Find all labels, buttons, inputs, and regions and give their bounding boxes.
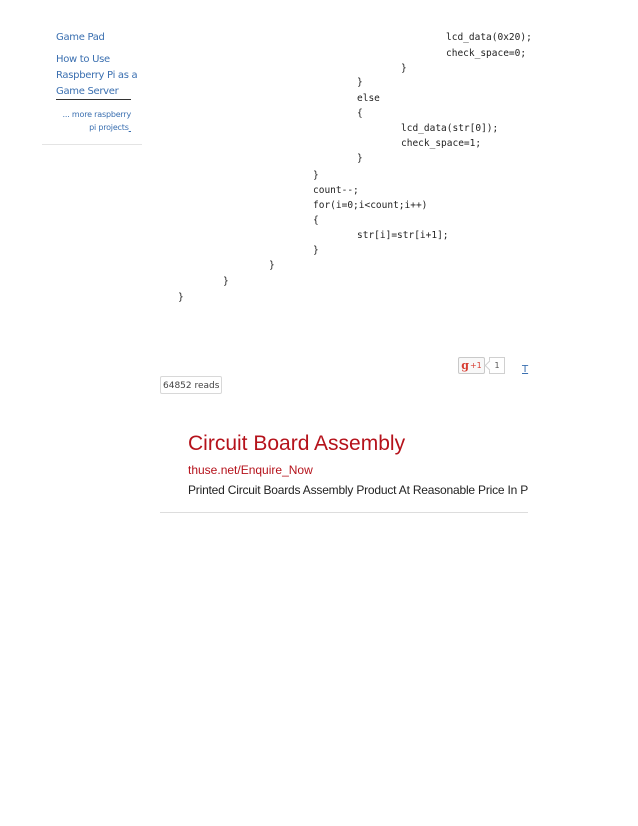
code-line: } <box>223 276 229 287</box>
sidebar-link-game-pad[interactable]: Game Pad <box>56 32 105 43</box>
code-line: { <box>313 215 319 226</box>
google-plus-count: 1 <box>489 357 505 374</box>
sidebar-link-how-to-use[interactable]: How to Use <box>56 54 110 65</box>
code-line: } <box>357 153 363 164</box>
code-line: for(i=0;i<count;i++) <box>313 200 428 211</box>
code-line: check_space=1; <box>401 138 482 149</box>
code-line: } <box>313 245 319 256</box>
sidebar-link-raspberry-pi[interactable]: Raspberry Pi as a <box>56 70 138 81</box>
code-line: } <box>178 292 184 303</box>
tweet-link[interactable]: T <box>522 364 529 375</box>
google-plus-label: +1 <box>469 361 482 370</box>
sidebar-link-game-server[interactable]: Game Server <box>56 86 119 97</box>
sidebar-more-suffix: pi projects <box>89 123 129 132</box>
ad-unit[interactable] <box>160 420 528 513</box>
code-line: } <box>313 170 319 181</box>
code-line: { <box>357 108 363 119</box>
code-line: check_space=0; <box>446 48 527 59</box>
code-line: } <box>269 260 275 271</box>
code-line: else <box>357 93 380 104</box>
code-line: } <box>357 77 363 88</box>
ad-description: Printed Circuit Boards Assembly Product At Reasonable Price In P <box>188 483 528 497</box>
ad-title[interactable]: Circuit Board Assembly <box>188 432 406 455</box>
google-plus-button[interactable] <box>458 357 485 374</box>
code-line: str[i]=str[i+1]; <box>357 230 449 241</box>
code-line: } <box>401 63 407 74</box>
code-line: lcd_data(str[0]); <box>401 123 499 134</box>
google-plus-icon: g <box>461 359 469 372</box>
ad-url[interactable]: thuse.net/Enquire_Now <box>188 463 313 477</box>
code-line: lcd_data(0x20); <box>446 32 532 43</box>
read-count-badge: 64852 reads <box>160 376 222 394</box>
sidebar-more-prefix: ... more raspberry <box>62 110 131 119</box>
code-line: count--; <box>313 185 359 196</box>
code-block <box>0 0 560 320</box>
